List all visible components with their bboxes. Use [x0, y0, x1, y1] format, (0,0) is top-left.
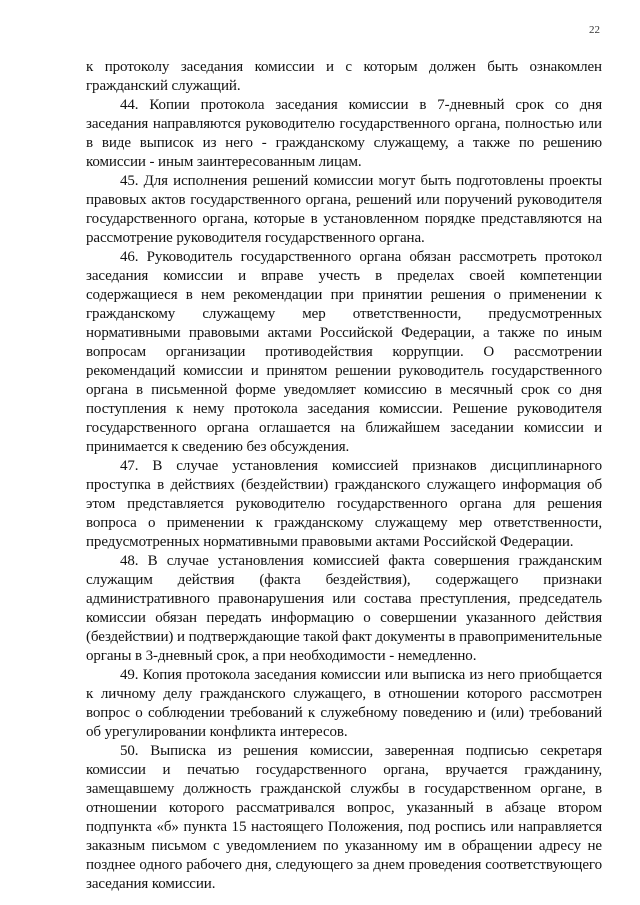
paragraph-44: 44. Копии протокола заседания комиссии в 7-дневный срок со дня заседания направляются руководителю государственного органа, полностью или в виде выписок из него - гражданскому служащему, а также по решению комиссии - иным заинтересованным лицам.	[86, 97, 602, 170]
paragraph-continuation: к протоколу заседания комиссии и с которым должен быть ознакомлен гражданский служащий.	[86, 59, 602, 94]
document-body	[86, 58, 602, 894]
paragraph-46: 46. Руководитель государственного органа обязан рассмотреть протокол заседания комиссии и вправе учесть в пределах своей компетенции содержащиеся в нем рекомендации при принятии решения о применении к гражданскому служащему мер ответственности, предусмотренных нормативными правовыми актами Российской Федерации, а также по иным вопросам организации противодействия коррупции. О рассмотрении рекомендаций комиссии и принятом решении руководитель государственного органа в письменной форме уведомляет комиссию в месячный срок со дня поступления к нему протокола заседания комиссии. Решение руководителя государственного органа оглашается на ближайшем заседании комиссии и принимается к сведению без обсуждения.	[86, 249, 602, 455]
page-number: 22	[589, 24, 600, 36]
paragraph-48: 48. В случае установления комиссией факта совершения гражданским служащим действия (факта бездействия), содержащего признаки административного правонарушения или состава преступления, председатель комиссии обязан передать информацию о совершении указанного действия (бездействии) и подтверждающие такой факт документы в правоприменительные органы в 3-дневный срок, а при необходимости - немедленно.	[86, 553, 602, 664]
paragraph-50: 50. Выписка из решения комиссии, заверенная подписью секретаря комиссии и печатью государственного органа, вручается гражданину, замещавшему должность гражданской службы в государственном органе, в отношении которого рассматривался вопрос, указанный в абзаце втором подпункта «б» пункта 15 настоящего Положения, под роспись или направляется заказным письмом с уведомлением по указанному им в обращении адресу не позднее одного рабочего дня, следующего за днем проведения соответствующего заседания комиссии.	[86, 743, 602, 892]
paragraph-47: 47. В случае установления комиссией признаков дисциплинарного проступка в действиях (бездействии) гражданского служащего информация об этом представляется руководителю государственного органа для решения вопроса о применении к гражданскому служащему мер ответственности, предусмотренных нормативными правовыми актами Российской Федерации.	[86, 458, 602, 550]
paragraph-45: 45. Для исполнения решений комиссии могут быть подготовлены проекты правовых актов государственного органа, решений или поручений руководителя государственного органа, которые в установленном порядке представляются на рассмотрение руководителя государственного органа.	[86, 173, 602, 246]
paragraph-49: 49. Копия протокола заседания комиссии или выписка из него приобщается к личному делу гражданского служащего, в отношении которого рассмотрен вопрос о соблюдении требований к служебному поведению и (или) требований об урегулировании конфликта интересов.	[86, 667, 602, 740]
